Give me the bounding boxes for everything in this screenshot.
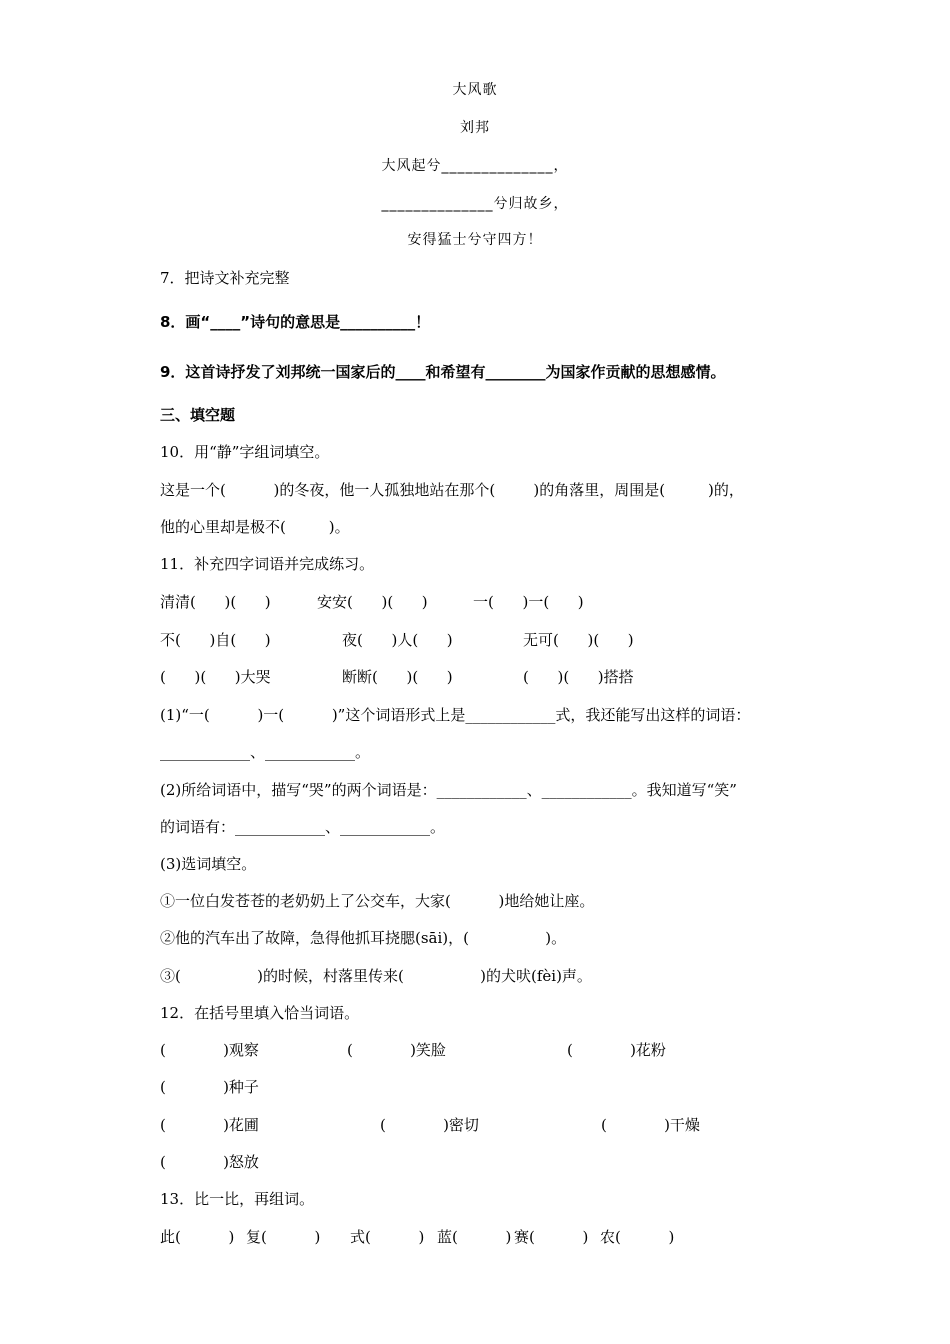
question-7: 7．把诗文补充完整 (160, 269, 290, 287)
idiom-blank: 无可( )( ) (523, 631, 634, 649)
fill-sentence-2: ②他的汽车出了故障，急得他抓耳挠腮(sāi)，( )。 (160, 929, 567, 947)
word-blank: ( )怒放 (160, 1153, 259, 1171)
poem-author: 刘邦 (460, 120, 490, 136)
compare-word: 蓝( ) (437, 1228, 512, 1246)
compare-word: 赛( ) (514, 1228, 589, 1246)
poem-line-2: ______________兮归故乡， (381, 196, 569, 212)
idiom-blank: 一( )一( ) (473, 593, 584, 611)
question-9: 9．这首诗抒发了刘邦统一国家后的____和希望有________为国家作贡献的思想感情。 (160, 363, 726, 381)
idiom-blank: ( )( )搭搭 (523, 668, 634, 686)
question-11-part-3: (3)选词填空。 (160, 855, 257, 873)
compare-word: 农( ) (600, 1228, 675, 1246)
fill-sentence-3: ③( )的时候，村落里传来( )的犬吠(fèi)声。 (160, 967, 592, 985)
poem-line-1: 大风起兮______________， (381, 158, 569, 174)
question-11-part-2-cont: 的词语有：____________、____________。 (160, 818, 446, 836)
question-10-stem: 10．用“静”字组词填空。 (160, 443, 330, 461)
word-blank: ( )笑脸 (347, 1041, 446, 1059)
fill-sentence-1: ①一位白发苍苍的老奶奶上了公交车，大家( )地给她让座。 (160, 892, 595, 910)
word-blank: ( )干燥 (601, 1116, 700, 1134)
idiom-blank: 不( )自( ) (160, 631, 271, 649)
question-11-part-1-cont: ____________、____________。 (160, 743, 371, 761)
idiom-blank: 安安( )( ) (317, 593, 428, 611)
question-12-stem: 12．在括号里填入恰当词语。 (160, 1004, 360, 1022)
section-heading: 三、填空题 (160, 406, 236, 424)
compare-word: 复( ) (246, 1228, 321, 1246)
idiom-blank: 清清( )( ) (160, 593, 271, 611)
question-10-line-2: 他的心里却是极不( )。 (160, 518, 350, 536)
idiom-blank: ( )( )大哭 (160, 668, 271, 686)
question-11-stem: 11．补充四字词语并完成练习。 (160, 555, 375, 573)
idiom-blank: 夜( )人( ) (342, 631, 453, 649)
word-blank: ( )密切 (380, 1116, 479, 1134)
word-blank: ( )花粉 (567, 1041, 666, 1059)
compare-word: 式( ) (350, 1228, 425, 1246)
word-blank: ( )花圃 (160, 1116, 259, 1134)
question-10-line-1: 这是一个( )的冬夜，他一人孤独地站在那个( )的角落里，周围是( )的， (160, 481, 744, 499)
question-8: 8．画“____”诗句的意思是__________！ (160, 313, 431, 331)
idiom-blank: 断断( )( ) (342, 668, 453, 686)
compare-word: 此( ) (160, 1228, 235, 1246)
word-blank: ( )种子 (160, 1078, 259, 1096)
poem-line-3: 安得猛士兮守四方！ (407, 232, 543, 248)
poem-title: 大风歌 (452, 82, 498, 98)
question-11-part-1: (1)“一( )一( )”这个词语形式上是____________式，我还能写出这样的词语： (160, 706, 751, 724)
question-13-stem: 13．比一比，再组词。 (160, 1190, 315, 1208)
question-11-part-2: (2)所给词语中，描写“哭”的两个词语是：____________、____________。我知道写“笑” (160, 781, 737, 799)
word-blank: ( )观察 (160, 1041, 259, 1059)
